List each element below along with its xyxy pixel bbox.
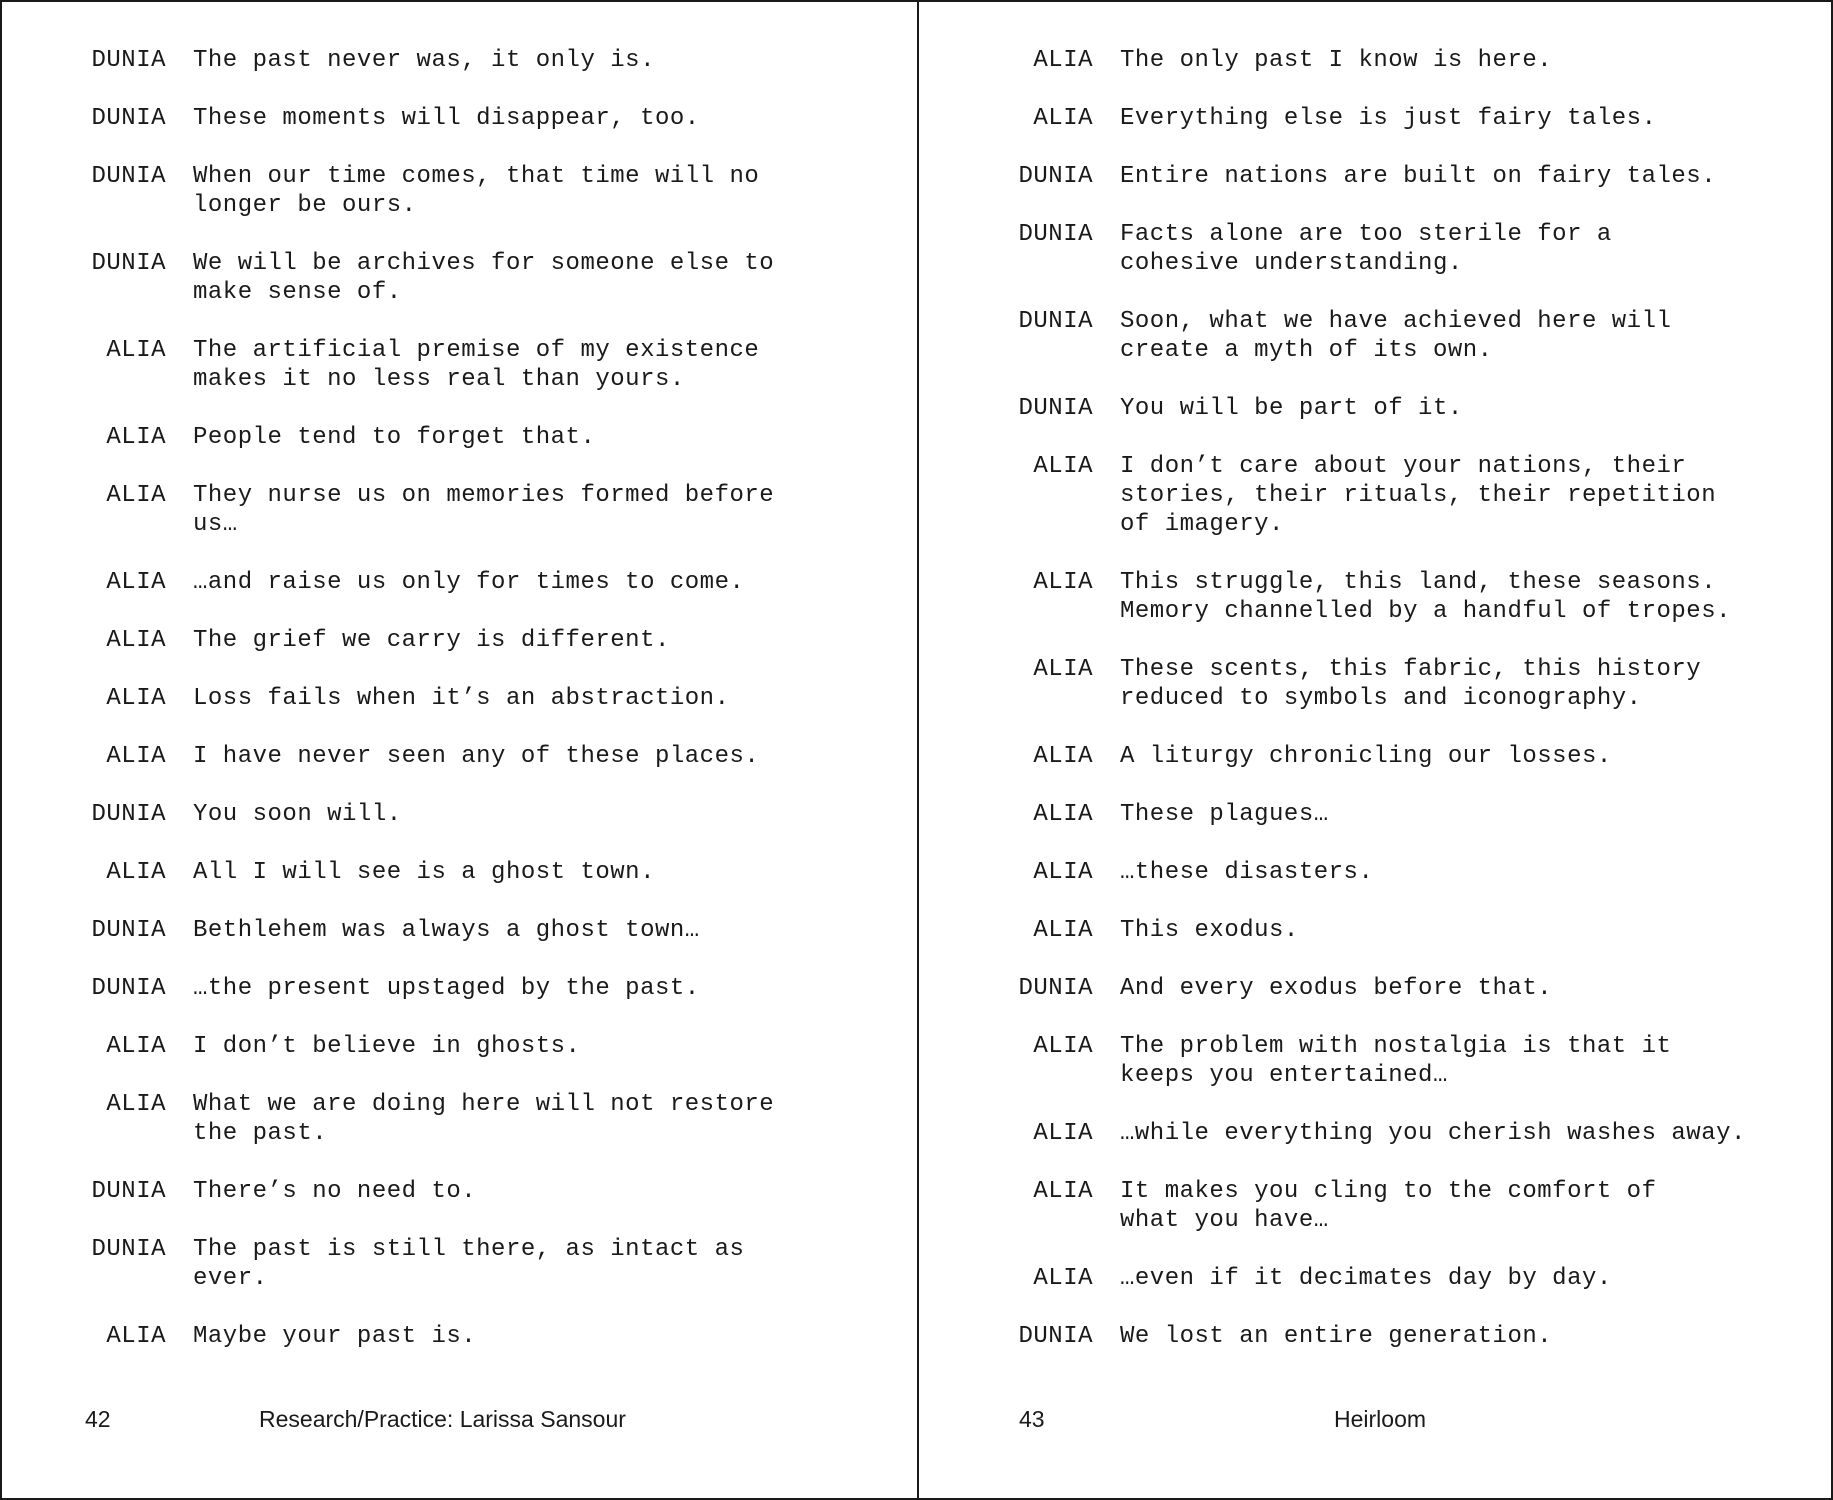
- dialogue-line: [989, 568, 1770, 626]
- dialogue-text: These scents, this fabric, this history reduced to symbols and iconography.: [1120, 656, 1702, 712]
- dialogue-text: …these disasters.: [1120, 859, 1374, 886]
- dialogue-text: They nurse us on memories formed before us…: [193, 482, 775, 538]
- speaker-name: DUNIA: [91, 105, 166, 132]
- speaker-name: ALIA: [1033, 743, 1093, 770]
- dialogue-line: [62, 1322, 833, 1351]
- dialogue-line: [62, 104, 833, 133]
- dialogue-line: [62, 1235, 833, 1293]
- dialogue-line: [989, 742, 1770, 771]
- dialogue-text: Maybe your past is.: [193, 1323, 477, 1350]
- dialogue-text: People tend to forget that.: [193, 424, 596, 451]
- speaker-name: ALIA: [1033, 453, 1093, 480]
- speaker-name: ALIA: [106, 569, 166, 596]
- dialogue-line: [989, 916, 1770, 945]
- dialogue-text: We lost an entire generation.: [1120, 1323, 1553, 1350]
- speaker-name: DUNIA: [91, 250, 166, 277]
- dialogue-line: [62, 916, 833, 945]
- dialogue-line: [989, 858, 1770, 887]
- speaker-name: DUNIA: [1018, 1323, 1093, 1350]
- speaker-name: DUNIA: [91, 1178, 166, 1205]
- dialogue-line: [989, 307, 1770, 365]
- dialogue-text: These moments will disappear, too.: [193, 105, 700, 132]
- dialogue-line: [989, 1032, 1770, 1090]
- running-head: Heirloom: [1334, 1406, 1427, 1432]
- dialogue-line: [62, 46, 833, 75]
- dialogue-text: …even if it decimates day by day.: [1120, 1265, 1612, 1292]
- speaker-name: DUNIA: [1018, 163, 1093, 190]
- dialogue-text: You soon will.: [193, 801, 402, 828]
- dialogue-line: [62, 684, 833, 713]
- speaker-name: ALIA: [1033, 47, 1093, 74]
- dialogue-line: [62, 742, 833, 771]
- dialogue-text: …and raise us only for times to come.: [193, 569, 745, 596]
- dialogue-line: [989, 452, 1770, 539]
- dialogue-line: [989, 46, 1770, 75]
- dialogue-text: The artificial premise of my existence makes it no less real than yours.: [193, 337, 760, 393]
- dialogue-line: [989, 220, 1770, 278]
- speaker-name: ALIA: [106, 1033, 166, 1060]
- speaker-name: DUNIA: [1018, 221, 1093, 248]
- dialogue-line: [989, 1264, 1770, 1293]
- dialogue-line: [989, 800, 1770, 829]
- dialogue-line: [62, 162, 833, 220]
- speaker-name: ALIA: [106, 337, 166, 364]
- speaker-name: DUNIA: [91, 1236, 166, 1263]
- speaker-name: ALIA: [1033, 917, 1093, 944]
- dialogue-text: A liturgy chronicling our losses.: [1120, 743, 1612, 770]
- dialogue-line: [989, 974, 1770, 1003]
- speaker-name: ALIA: [1033, 1178, 1093, 1205]
- dialogue-line: [62, 1032, 833, 1061]
- dialogue-list: [62, 46, 833, 1380]
- dialogue-line: [62, 336, 833, 394]
- dialogue-line: [62, 1090, 833, 1148]
- dialogue-line: [62, 1177, 833, 1206]
- dialogue-text: I have never seen any of these places.: [193, 743, 760, 770]
- dialogue-line: [989, 162, 1770, 191]
- dialogue-text: The only past I know is here.: [1120, 47, 1553, 74]
- dialogue-text: All I will see is a ghost town.: [193, 859, 655, 886]
- speaker-name: ALIA: [1033, 1120, 1093, 1147]
- dialogue-line: [989, 394, 1770, 423]
- speaker-name: ALIA: [106, 685, 166, 712]
- dialogue-line: [989, 1119, 1770, 1148]
- speaker-name: ALIA: [1033, 859, 1093, 886]
- right-page: [919, 2, 1833, 1498]
- page-number: 42: [85, 1406, 111, 1432]
- dialogue-text: You will be part of it.: [1120, 395, 1463, 422]
- speaker-name: ALIA: [1033, 105, 1093, 132]
- dialogue-text: I don’t care about your nations, their stories, their rituals, their repetition of imagery.: [1120, 453, 1717, 538]
- speaker-name: ALIA: [106, 743, 166, 770]
- speaker-name: ALIA: [106, 482, 166, 509]
- speaker-name: DUNIA: [1018, 975, 1093, 1002]
- running-head: Research/Practice: Larissa Sansour: [259, 1406, 626, 1432]
- dialogue-line: [62, 626, 833, 655]
- dialogue-text: The problem with nostalgia is that it keeps you entertained…: [1120, 1033, 1672, 1089]
- dialogue-text: The grief we carry is different.: [193, 627, 670, 654]
- dialogue-text: There’s no need to.: [193, 1178, 477, 1205]
- speaker-name: DUNIA: [91, 975, 166, 1002]
- dialogue-text: This struggle, this land, these seasons. Memory channelled by a handful of tropes.: [1120, 569, 1731, 625]
- speaker-name: ALIA: [1033, 801, 1093, 828]
- speaker-name: DUNIA: [91, 163, 166, 190]
- dialogue-text: Bethlehem was always a ghost town…: [193, 917, 700, 944]
- dialogue-text: And every exodus before that.: [1120, 975, 1553, 1002]
- dialogue-list: [989, 46, 1770, 1380]
- dialogue-line: [989, 1177, 1770, 1235]
- dialogue-line: [62, 423, 833, 452]
- speaker-name: DUNIA: [91, 917, 166, 944]
- speaker-name: ALIA: [106, 859, 166, 886]
- speaker-name: ALIA: [1033, 569, 1093, 596]
- dialogue-text: When our time comes, that time will no longer be ours.: [193, 163, 760, 219]
- dialogue-text: These plagues…: [1120, 801, 1329, 828]
- speaker-name: DUNIA: [1018, 395, 1093, 422]
- dialogue-line: [62, 249, 833, 307]
- dialogue-text: We will be archives for someone else to make sense of.: [193, 250, 775, 306]
- dialogue-text: …the present upstaged by the past.: [193, 975, 700, 1002]
- dialogue-text: I don’t believe in ghosts.: [193, 1033, 581, 1060]
- page-number: 43: [1019, 1406, 1045, 1432]
- speaker-name: ALIA: [106, 1323, 166, 1350]
- speaker-name: ALIA: [1033, 1033, 1093, 1060]
- dialogue-text: This exodus.: [1120, 917, 1299, 944]
- dialogue-text: What we are doing here will not restore the past.: [193, 1091, 775, 1147]
- dialogue-line: [62, 481, 833, 539]
- speaker-name: ALIA: [106, 424, 166, 451]
- dialogue-line: [989, 104, 1770, 133]
- dialogue-text: Soon, what we have achieved here will create a myth of its own.: [1120, 308, 1672, 364]
- dialogue-text: The past never was, it only is.: [193, 47, 655, 74]
- dialogue-line: [989, 1322, 1770, 1351]
- dialogue-text: The past is still there, as intact as ever.: [193, 1236, 745, 1292]
- dialogue-line: [62, 858, 833, 887]
- left-page: [2, 2, 917, 1498]
- dialogue-line: [62, 568, 833, 597]
- dialogue-text: Facts alone are too sterile for a cohesive understanding.: [1120, 221, 1612, 277]
- speaker-name: ALIA: [106, 627, 166, 654]
- speaker-name: ALIA: [106, 1091, 166, 1118]
- dialogue-text: …while everything you cherish washes away.: [1120, 1120, 1746, 1147]
- dialogue-text: Everything else is just fairy tales.: [1120, 105, 1657, 132]
- speaker-name: ALIA: [1033, 1265, 1093, 1292]
- speaker-name: ALIA: [1033, 656, 1093, 683]
- dialogue-line: [62, 800, 833, 829]
- speaker-name: DUNIA: [91, 47, 166, 74]
- speaker-name: DUNIA: [1018, 308, 1093, 335]
- dialogue-line: [989, 655, 1770, 713]
- speaker-name: DUNIA: [91, 801, 166, 828]
- dialogue-text: Loss fails when it’s an abstraction.: [193, 685, 730, 712]
- dialogue-text: It makes you cling to the comfort of what you have…: [1120, 1178, 1657, 1234]
- dialogue-line: [62, 974, 833, 1003]
- dialogue-text: Entire nations are built on fairy tales.: [1120, 163, 1717, 190]
